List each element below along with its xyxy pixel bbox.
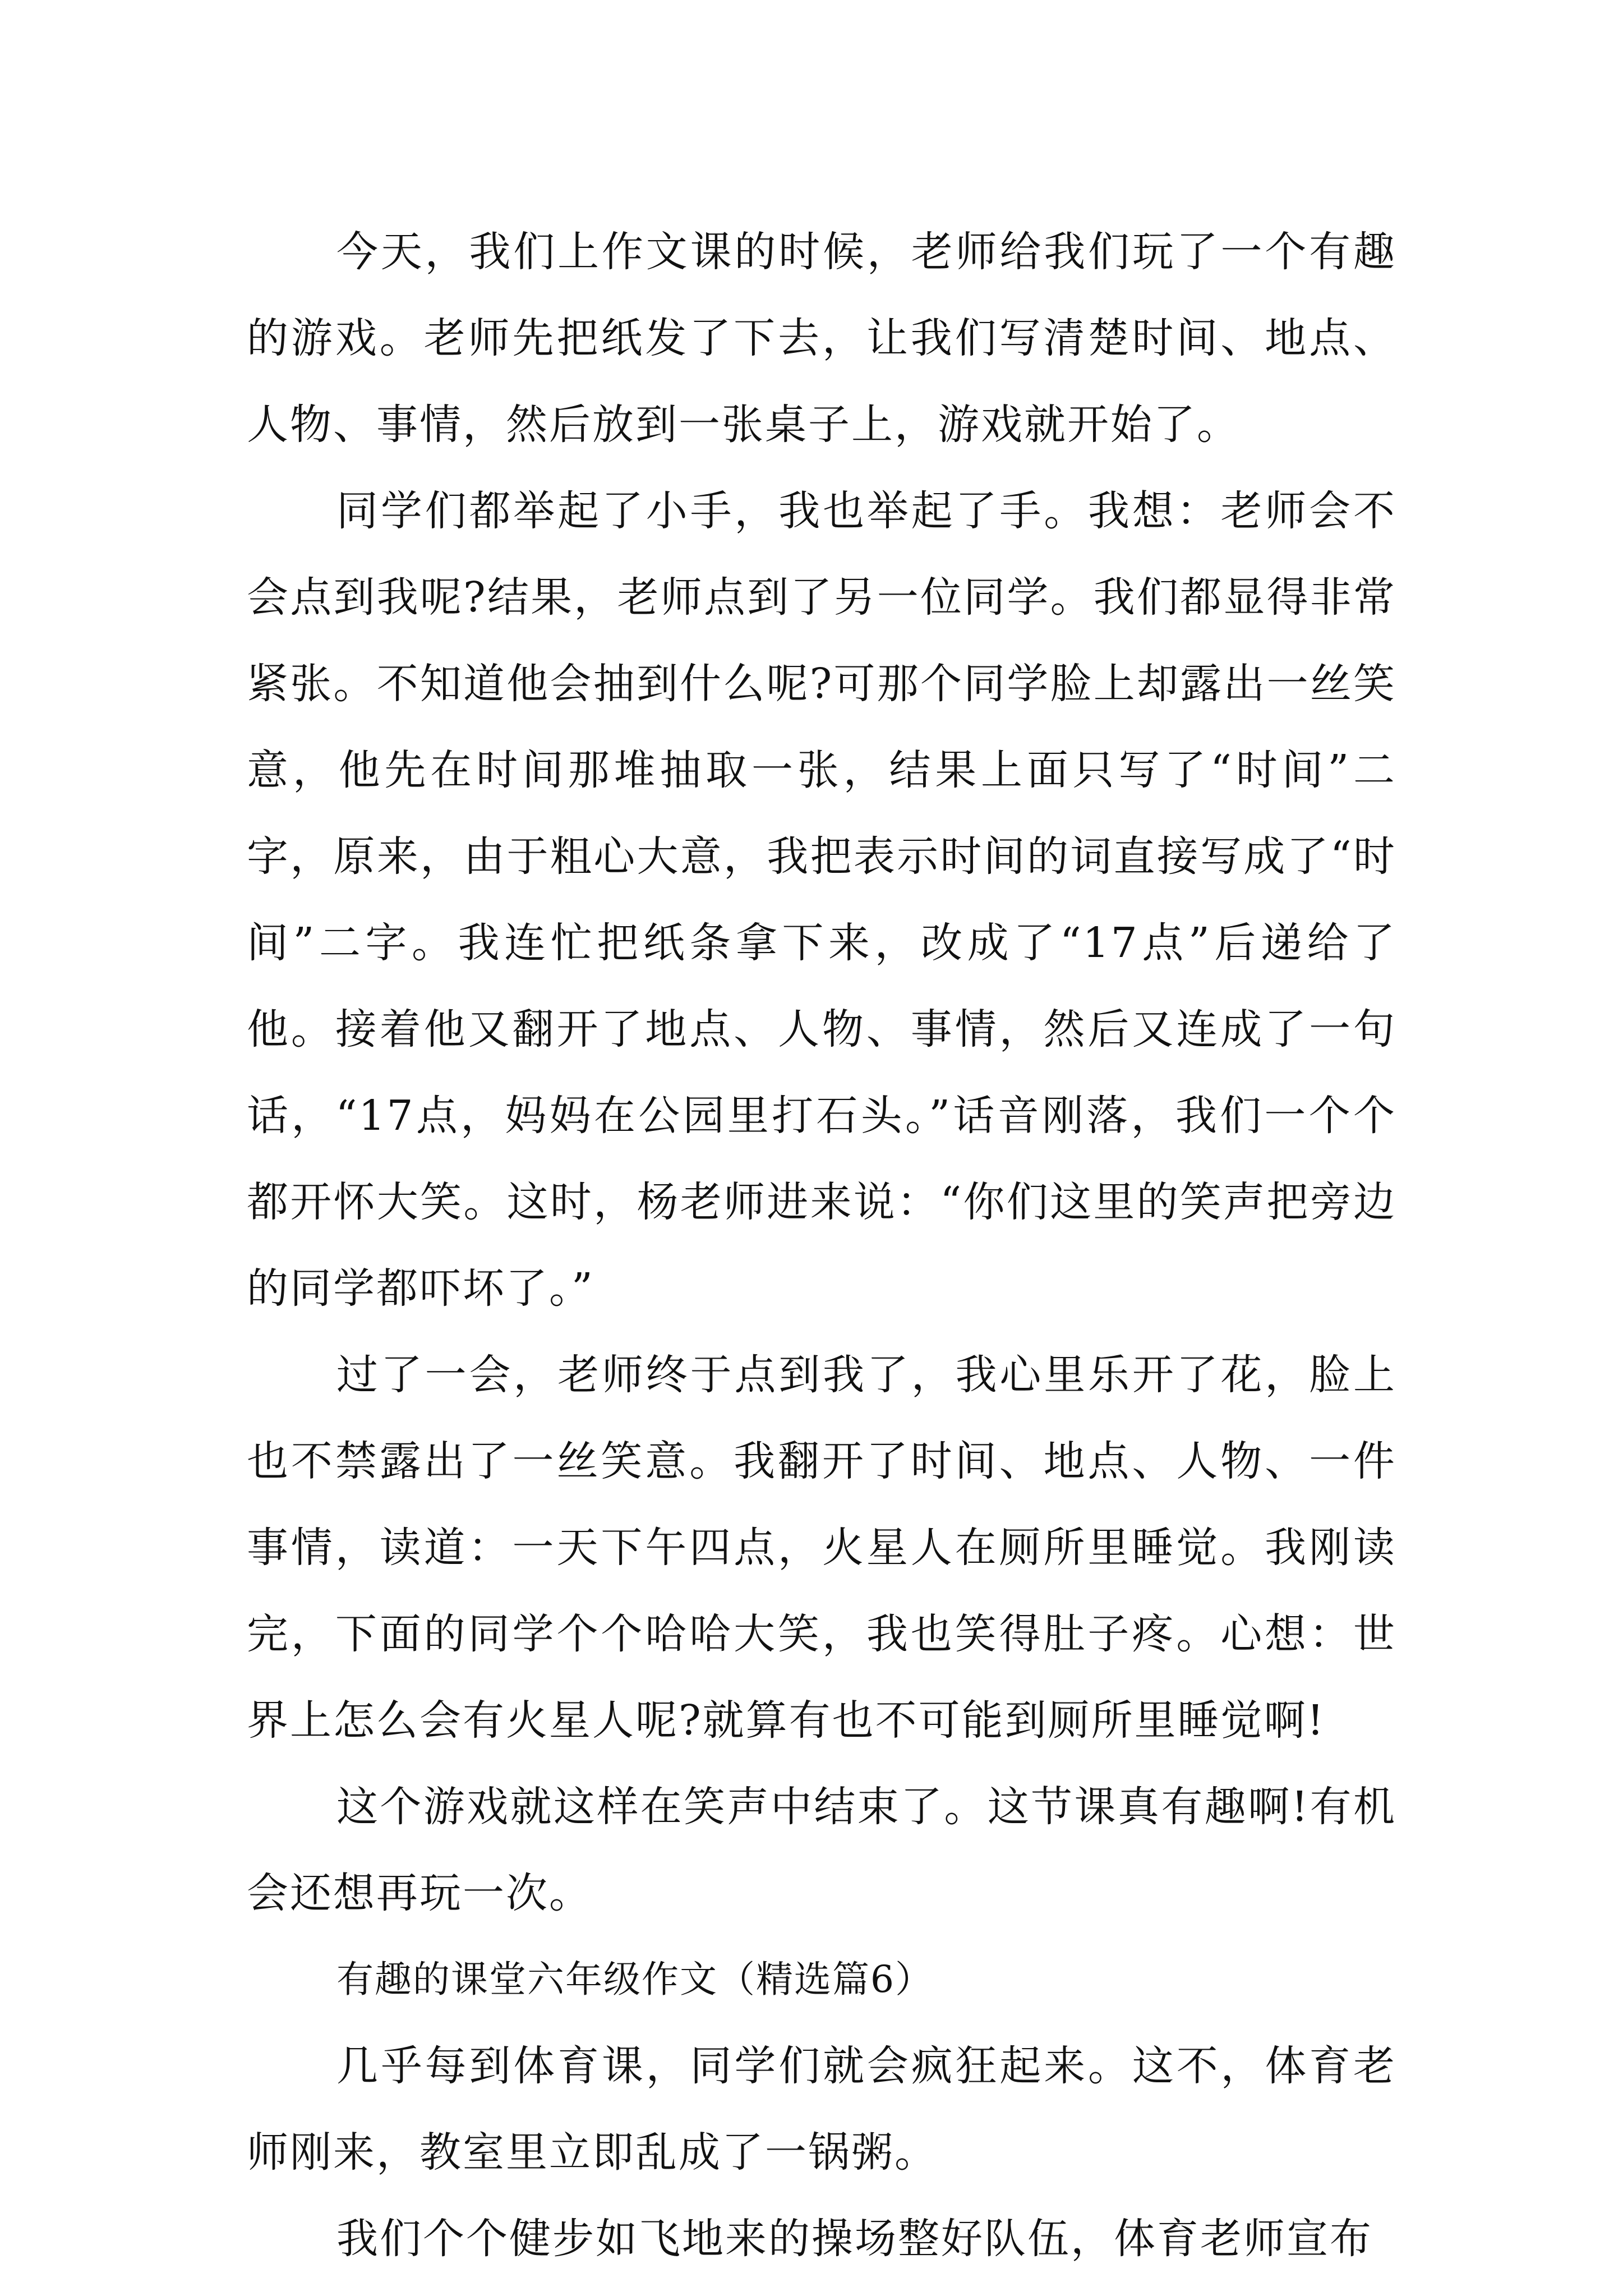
paragraph-2: 同学们都举起了小手，我也举起了手。我想：老师会不会点到我呢?结果，老师点到了另一位同学。我们都显得非常紧张。不知道他会抽到什么呢?可那个同学脸上却露出一丝笑意，他先在时间那堆抽取一张，结果上面只写了“时间”二字，原来，由于粗心大意，我把表示时间的词直接写成了“时间”二字。我连忙把纸条拿下来，改成了“17点”后递给了他。接着他又翻开了地点、人物、事情，然后又连成了一句话，“17点，妈妈在公园里打石头。”话音刚落，我们一个个都开怀大笑。这时，杨老师进来说：“你们这里的笑声把旁边的同学都吓坏了。” [247, 487, 1396, 1313]
paragraph-6: 我们个个健步如飞地来的操场整好队伍，体育老师宣布 [336, 2215, 1373, 2263]
paragraph-4: 这个游戏就这样在笑声中结束了。这节课真有趣啊!有机会还想再玩一次。 [247, 1783, 1396, 1917]
document-body [247, 209, 1396, 2282]
paragraph-3: 过了一会，老师终于点到我了，我心里乐开了花，脸上也不禁露出了一丝笑意。我翻开了时间、地点、人物、一件事情，读道：一天下午四点，火星人在厕所里睡觉。我刚读完，下面的同学个个哈哈大笑，我也笑得肚子疼。心想：世界上怎么会有火星人呢?就算有也不可能到厕所里睡觉啊! [247, 1351, 1396, 1745]
section-title: 有趣的课堂六年级作文（精选篇6） [336, 1958, 933, 2001]
paragraph-1: 今天，我们上作文课的时候，老师给我们玩了一个有趣的游戏。老师先把纸发了下去，让我们写清楚时间、地点、人物、事情，然后放到一张桌子上，游戏就开始了。 [247, 228, 1396, 449]
paragraph-5: 几乎每到体育课，同学们就会疯狂起来。这不，体育老师刚来，教室里立即乱成了一锅粥。 [247, 2042, 1396, 2177]
